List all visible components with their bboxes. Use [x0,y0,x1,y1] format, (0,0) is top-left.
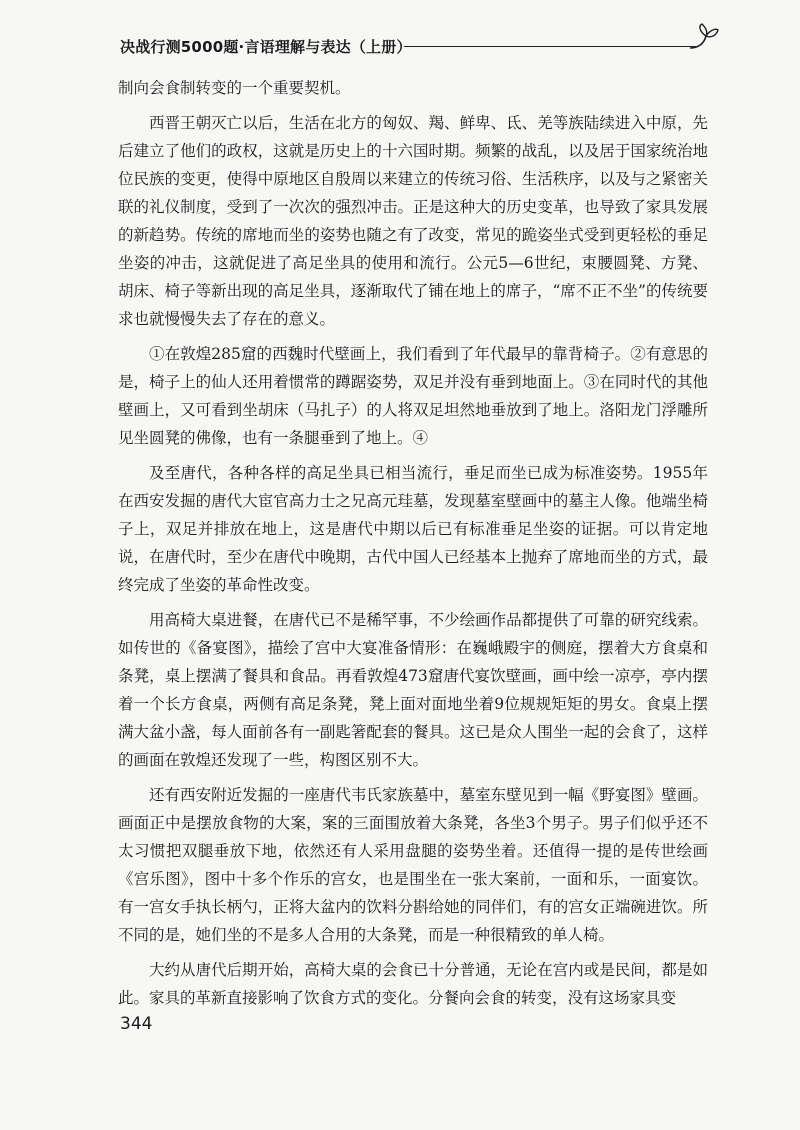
paragraph-3: ①在敦煌285窟的西魏时代壁画上，我们看到了年代最早的靠背椅子。②有意思的是，椅子上的仙人还用着惯常的蹲踞姿势，双足并没有垂到地面上。③在同时代的其他壁画上，又可看到坐胡床（马扎子）的人将双足坦然地垂放到了地上。洛阳龙门浮雕所见坐圆凳的佛像，也有一条腿垂到了地上。④ [118,345,708,447]
paragraph-7: 大约从唐代后期开始，高椅大桌的会食已十分普通，无论在宫内或是民间，都是如此。家具的革新直接影响了饮食方式的变化。分餐向会食的转变，没有这场家具变 [118,961,708,1007]
paragraph-5: 用高椅大桌进餐，在唐代已不是稀罕事，不少绘画作品都提供了可靠的研究线索。如传世的《备宴图》，描绘了宫中大宴准备情形：在巍峨殿宇的侧庭，摆着大方食桌和条凳，桌上摆满了餐具和食品。再看敦煌473窟唐代宴饮壁画，画中绘一凉亭，亭内摆着一个长方食桌，两侧有高足条凳，凳上面对面地坐着9位规规矩矩的男女。食桌上摆满大盆小盏，每人面前各有一副匙箸配套的餐具。这已是众人围坐一起的会食了，这样的画面在敦煌还发现了一些，构图区别不大。 [118,611,708,769]
body-text [118,74,708,1019]
header-title: 决战行测5000题·言语理解与表达（上册） [120,38,412,56]
page-number: 344 [120,1014,153,1034]
running-header [120,34,720,60]
paragraph-6: 还有西安附近发掘的一座唐代韦氏家族墓中，墓室东壁见到一幅《野宴图》壁画。画面正中是摆放食物的大案，案的三面围放着大条凳，各坐3个男子。男子们似乎还不太习惯把双腿垂放下地，依然还有人采用盘腿的姿势坐着。还值得一提的是传世绘画《宫乐图》，图中十多个作乐的宫女，也是围坐在一张大案前，一面和乐，一面宴饮。有一宫女手执长柄勺，正将大盆内的饮料分斟给她的同伴们，有的宫女正端碗进饮。所不同的是，她们坐的不是多人合用的大条凳，而是一种很精致的单人椅。 [118,786,708,944]
paragraph-2: 西晋王朝灭亡以后，生活在北方的匈奴、羯、鲜卑、氐、羌等族陆续进入中原，先后建立了他们的政权，这就是历史上的十六国时期。频繁的战乱，以及居于国家统治地位民族的变更，使得中原地区自殷周以来建立的传统习俗、生活秩序，以及与之紧密关联的礼仪制度，受到了一次次的强烈冲击。正是这种大的历史变革，也导致了家具发展的新趋势。传统的席地而坐的姿势也随之有了改变，常见的跪姿坐式受到更轻松的垂足坐姿的冲击，这就促进了高足坐具的使用和流行。公元5—6世纪，束腰圆凳、方凳、胡床、椅子等新出现的高足坐具，逐渐取代了铺在地上的席子，“席不正不坐”的传统要求也就慢慢失去了存在的意义。 [118,114,708,328]
leaf-ornament-icon [686,22,720,56]
header-rule [404,46,698,47]
paragraph-4: 及至唐代，各种各样的高足坐具已相当流行，垂足而坐已成为标准姿势。1955年在西安发掘的唐代大宦官高力士之兄高元珪墓，发现墓室壁画中的墓主人像。他端坐椅子上，双足并排放在地上，这是唐代中期以后已有标准垂足坐姿的证据。可以肯定地说，在唐代时，至少在唐代中晚期，古代中国人已经基本上抛弃了席地而坐的方式，最终完成了坐姿的革命性改变。 [118,464,708,594]
paragraph-1: 制向会食制转变的一个重要契机。 [118,79,351,97]
